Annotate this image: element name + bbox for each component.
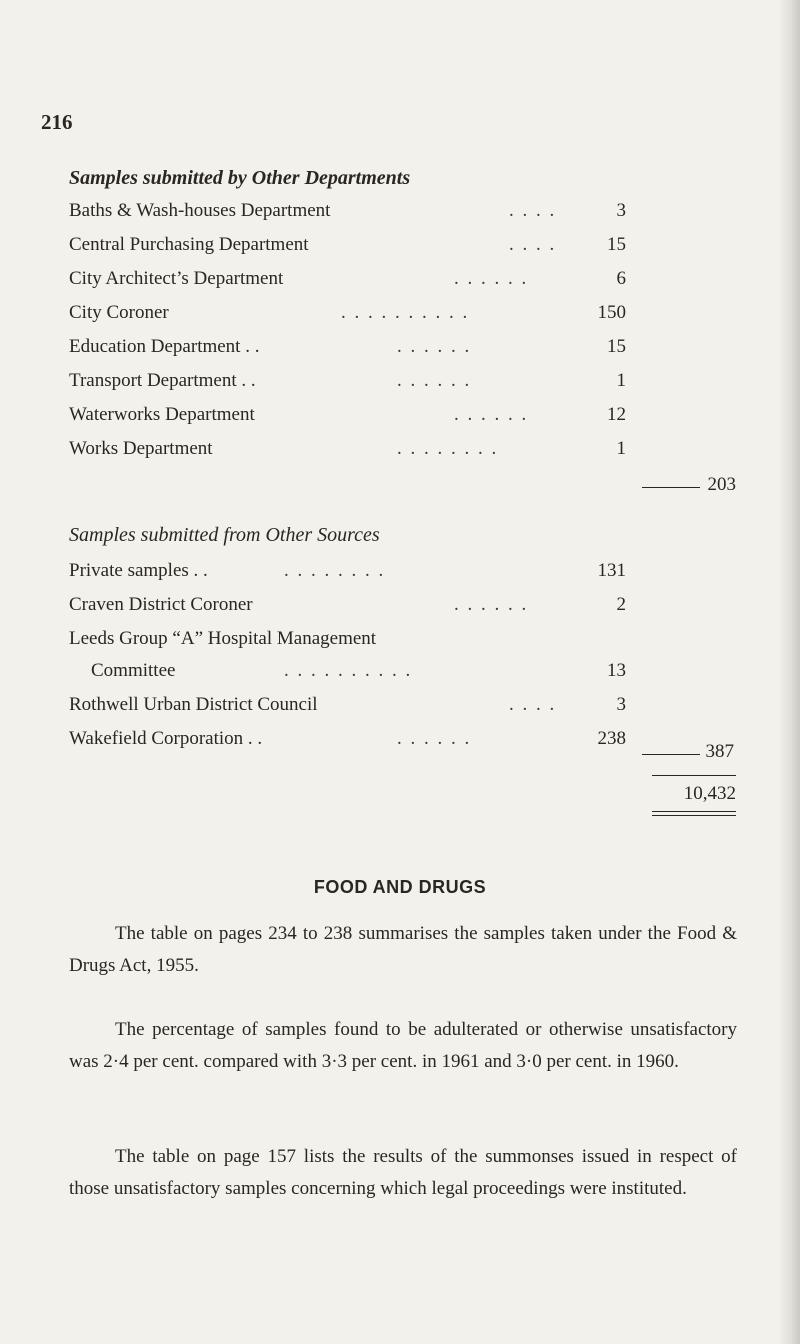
leader-dots: . . . . . . — [397, 336, 472, 357]
leader-dots: . . . . — [509, 694, 557, 715]
leader-dots: . . . . . . . . . . — [284, 660, 413, 681]
table-row — [69, 560, 626, 588]
subtotal-departments: 203 — [707, 474, 736, 495]
row-value: 238 — [597, 728, 626, 749]
table-row — [69, 268, 626, 296]
paragraph-summary — [69, 918, 737, 982]
row-label: City Coroner — [69, 302, 169, 323]
row-value: 12 — [607, 404, 626, 425]
paragraph-summonses — [69, 1141, 737, 1205]
row-value: 3 — [616, 200, 626, 221]
leader-dots: . . . . — [509, 200, 557, 221]
paragraph-text: The percentage of samples found to be adulterated or otherwise unsatisfactory was 2·4 per cent. compared with 3·3 per cent. in 1961 and 3·0 per cent. in 1960. — [69, 1019, 737, 1072]
row-label: Waterworks Department — [69, 404, 255, 425]
subtotal-rule — [642, 487, 700, 488]
leader-dots: . . . . . . . . . . — [341, 302, 470, 323]
row-label: Transport Department . . — [69, 370, 256, 391]
paragraph-percentage — [69, 1014, 737, 1078]
other-departments-heading: Samples submitted by Other Departments — [69, 167, 411, 189]
row-value: 15 — [607, 336, 626, 357]
row-label: Central Purchasing Department — [69, 234, 309, 255]
leader-dots: . . . . — [509, 234, 557, 255]
row-value: 150 — [597, 302, 626, 323]
table-row — [69, 234, 626, 262]
row-value: 13 — [607, 660, 626, 681]
table-row — [69, 336, 626, 364]
table-row — [69, 200, 626, 228]
row-label: Works Department — [69, 438, 213, 459]
table-row — [69, 404, 626, 432]
table-row — [69, 728, 626, 756]
subtotal-other-sources: 387 — [705, 741, 734, 762]
leader-dots: . . . . . . — [454, 594, 529, 615]
row-label: City Architect’s Department — [69, 268, 284, 289]
row-label: Craven District Coroner — [69, 594, 253, 615]
row-label: Private samples . . — [69, 560, 208, 581]
leader-dots: . . . . . . . . — [284, 560, 386, 581]
page-number: 216 — [41, 110, 73, 134]
row-label: Leeds Group “A” Hospital Management — [69, 628, 377, 649]
paragraph-text: The table on page 157 lists the results of the summonses issued in respect of those unsatisfactory samples concerning which legal proceedings were instituted. — [69, 1146, 737, 1199]
grand-total-double-rule — [652, 811, 736, 816]
row-label: Rothwell Urban District Council — [69, 694, 318, 715]
table-row — [69, 370, 626, 398]
grand-total-rule — [652, 775, 736, 776]
grand-total: 10,432 — [683, 783, 736, 804]
subtotal-rule — [642, 754, 700, 755]
leader-dots: . . . . . . — [397, 370, 472, 391]
table-row — [69, 694, 626, 722]
other-sources-heading: Samples submitted from Other Sources — [69, 524, 380, 546]
row-label: Education Department . . — [69, 336, 260, 357]
row-value: 1 — [616, 438, 626, 459]
leader-dots: . . . . . . . . — [397, 438, 499, 459]
leader-dots: . . . . . . — [454, 268, 529, 289]
table-row — [69, 302, 626, 330]
row-label: Wakefield Corporation . . — [69, 728, 263, 749]
leader-dots: . . . . . . — [454, 404, 529, 425]
row-value: 15 — [607, 234, 626, 255]
table-row — [69, 628, 626, 656]
page-edge-shadow — [778, 0, 800, 1344]
row-label: Baths & Wash-houses Department — [69, 200, 331, 221]
row-value: 131 — [597, 560, 626, 581]
row-value: 2 — [616, 594, 626, 615]
paragraph-text: The table on pages 234 to 238 summarises the samples taken under the Food & Drugs Act, 1955. — [69, 923, 737, 976]
food-and-drugs-title: FOOD AND DRUGS — [313, 877, 487, 897]
row-value: 3 — [616, 694, 626, 715]
table-row — [69, 594, 626, 622]
table-row — [69, 438, 626, 466]
row-label: Committee — [91, 660, 176, 681]
row-value: 6 — [616, 268, 626, 289]
leader-dots: . . . . . . — [397, 728, 472, 749]
table-row — [69, 660, 626, 688]
row-value: 1 — [616, 370, 626, 391]
